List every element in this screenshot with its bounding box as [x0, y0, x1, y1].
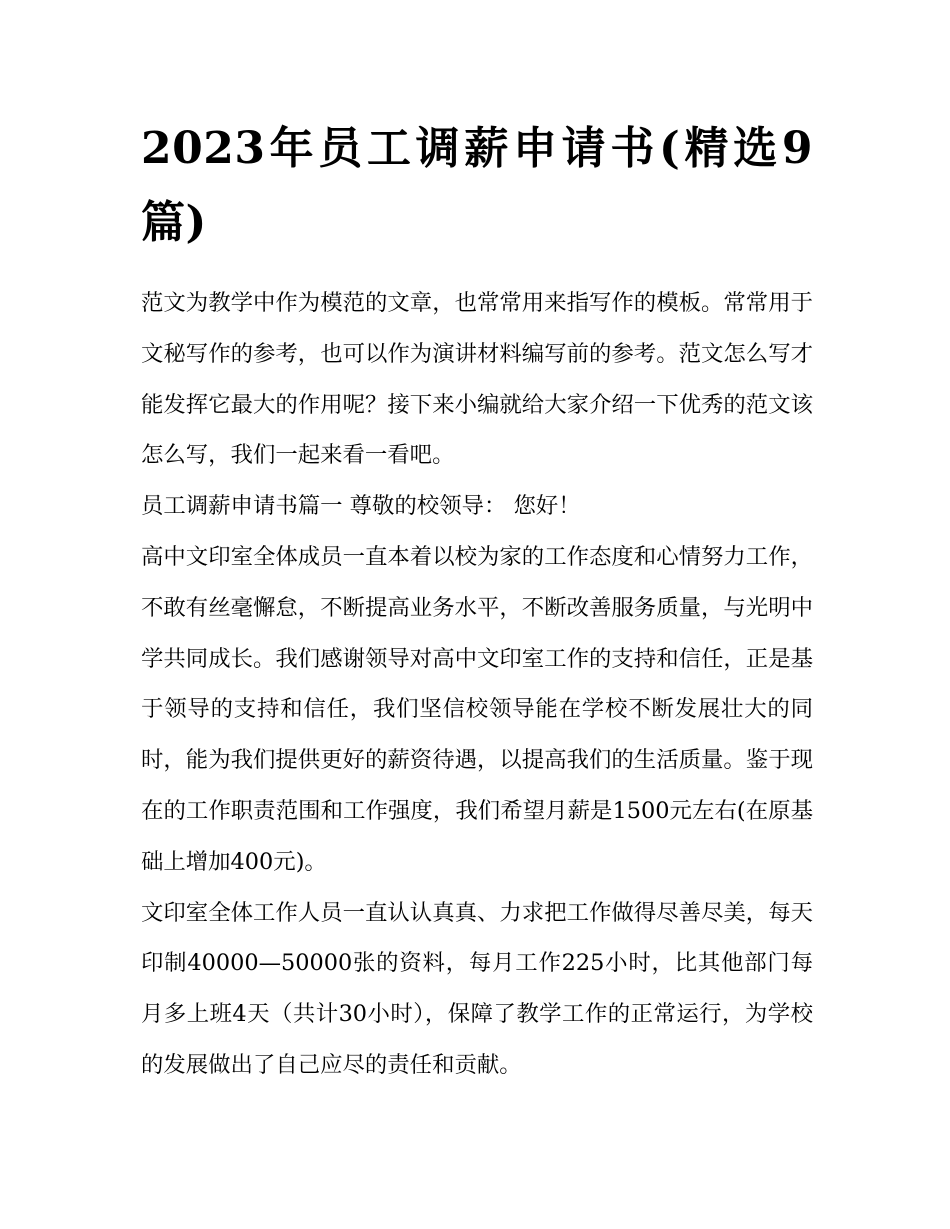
document-title: 2023年员工调薪申请书(精选9篇) — [141, 123, 813, 248]
body-paragraph: 文印室全体工作人员一直认认真真、力求把工作做得尽善尽美，每天印制40000—50000张的资料，每月工作225小时，比其他部门每月多上班4天（共计30小时），保障了教学工作的正常运行，为学校的发展做出了自己应尽的责任和贡献。 — [141, 899, 813, 1078]
intro-paragraph: 范文为教学中作为模范的文章，也常常用来指写作的模板。常常用于文秘写作的参考，也可以作为演讲材料编写前的参考。范文怎么写才能发挥它最大的作用呢？接下来小编就给大家介绍一下优秀的范文该怎么写，我们一起来看一看吧。 — [141, 290, 813, 469]
body-paragraph: 高中文印室全体成员一直本着以校为家的工作态度和心情努力工作，不敢有丝毫懈怠，不断提高业务水平，不断改善服务质量，与光明中学共同成长。我们感谢领导对高中文印室工作的支持和信任，正是基于领导的支持和信任，我们坚信校领导能在学校不断发展壮大的同时，能为我们提供更好的薪资待遇，以提高我们的生活质量。鉴于现在的工作职责范围和工作强度，我们希望月薪是1500元左右(在原基础上增加400元)。 — [141, 543, 813, 875]
document-page — [141, 112, 813, 1091]
document-body — [141, 278, 813, 1091]
section-heading-paragraph: 员工调薪申请书篇一 尊敬的校领导： 您好！ — [141, 493, 581, 520]
